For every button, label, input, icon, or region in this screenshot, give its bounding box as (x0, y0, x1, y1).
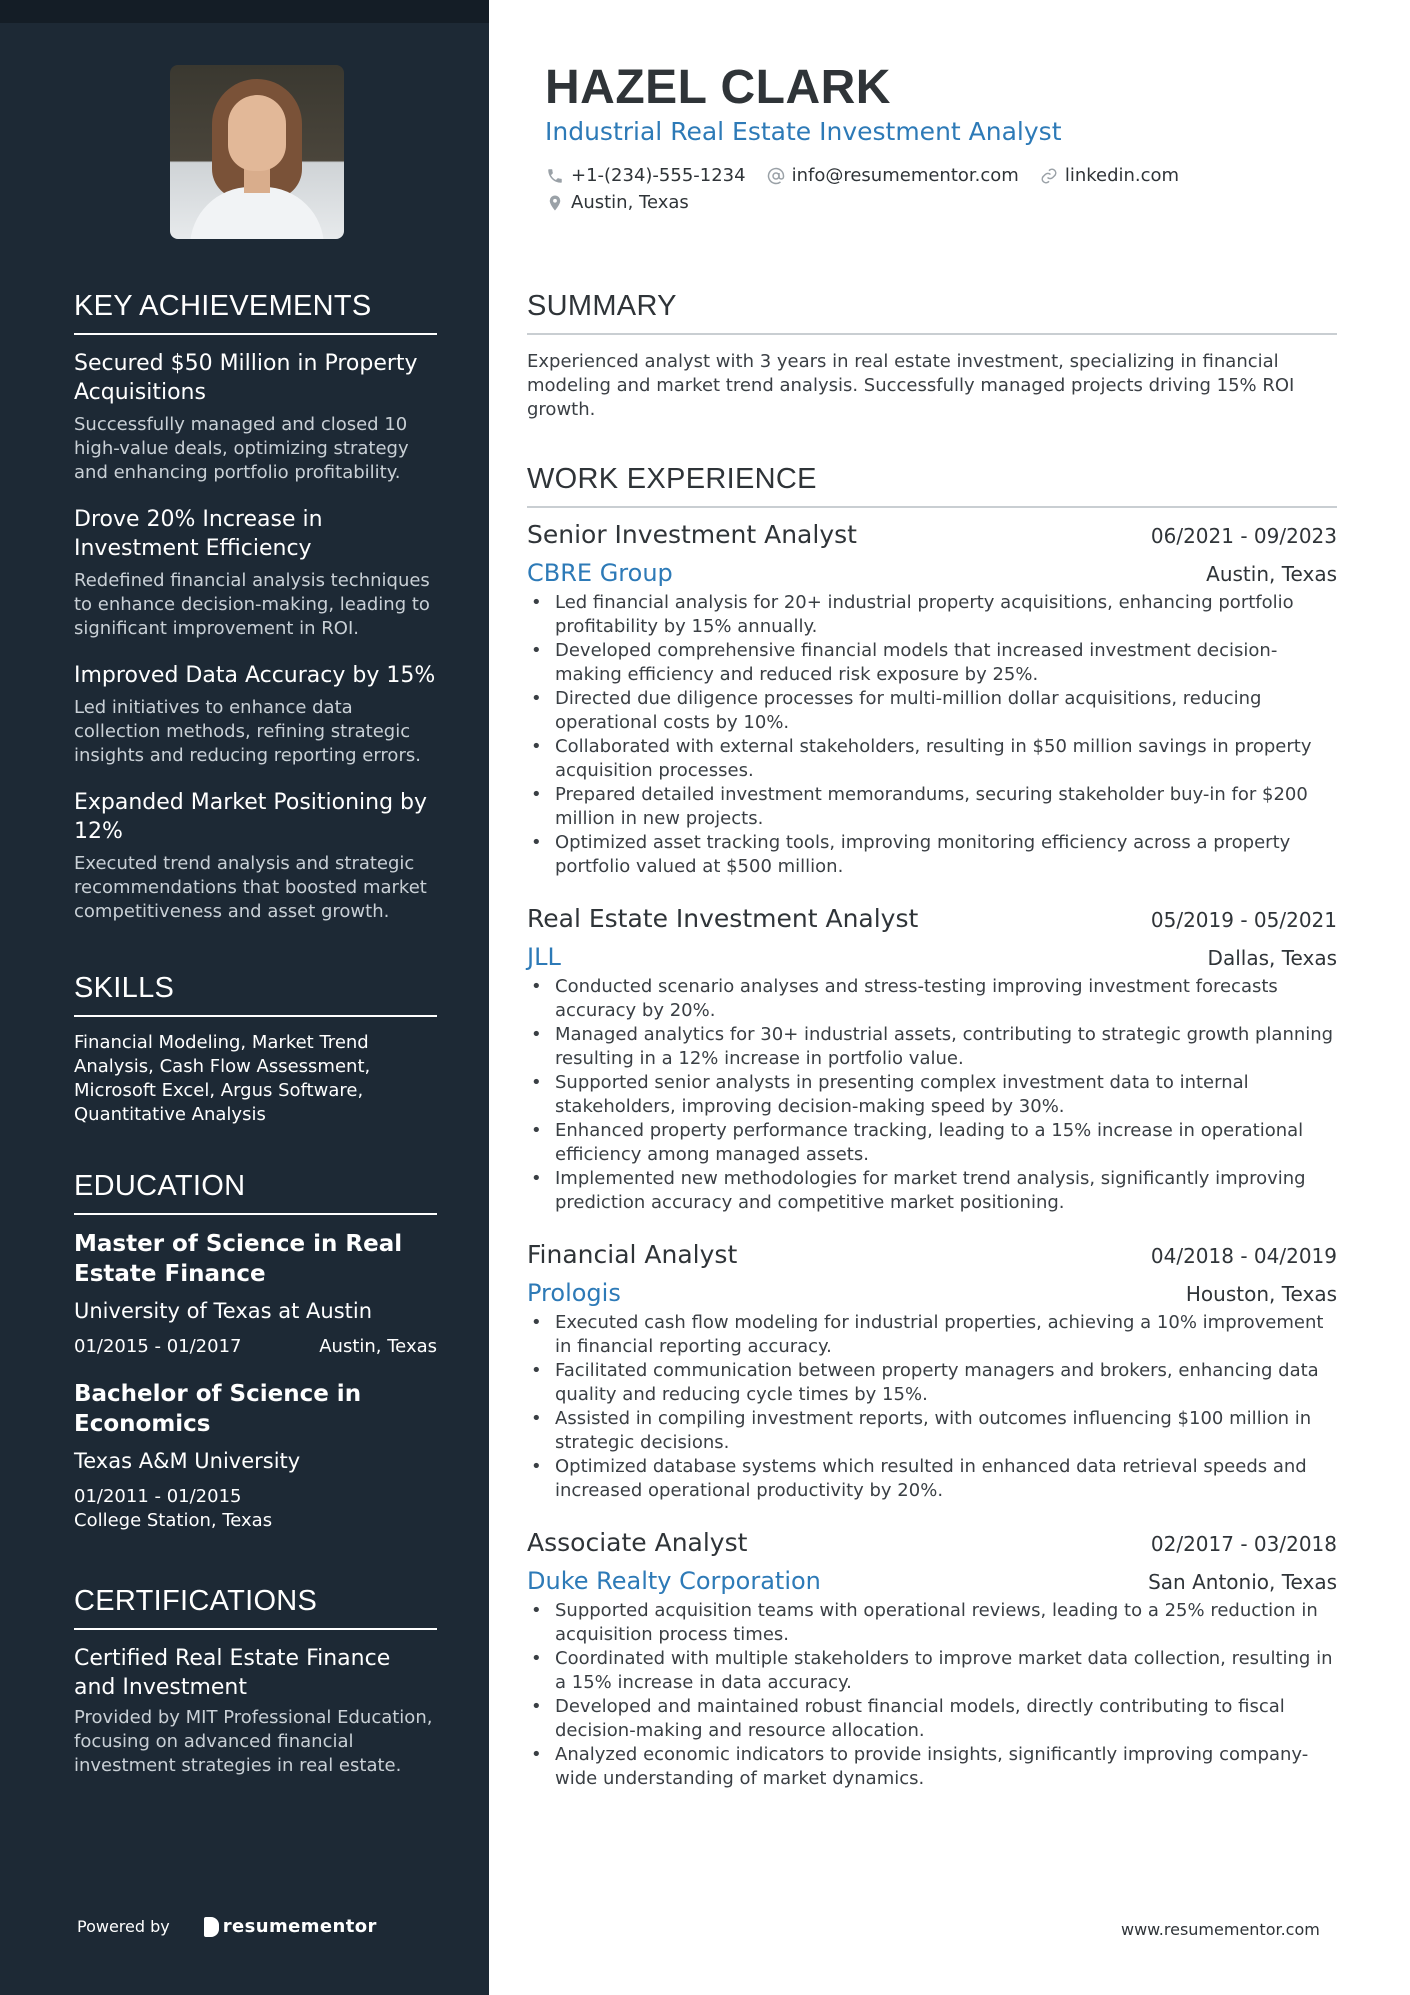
link-icon (1039, 166, 1059, 186)
job-bullet: • Led financial analysis for 20+ industrial property acquisitions, enhancing portfolio profitability by 15% annually. (527, 591, 1337, 639)
job-bullet: • Managed analytics for 30+ industrial assets, contributing to strategic growth planning resulting in a 12% increase in portfolio value. (527, 1023, 1337, 1071)
summary-text: Experienced analyst with 3 years in real estate investment, specializing in financial modeling and market trend analysis. Successfully managed projects driving 15% ROI growth. (527, 351, 1295, 420)
job-bullet: • Developed and maintained robust financial models, directly contributing to fiscal decision-making and resource allocation. (527, 1695, 1337, 1743)
achievement-title: Secured $50 Million in Property Acquisitions (74, 351, 418, 405)
contact-email[interactable] (766, 165, 1019, 186)
job-bullet: • Developed comprehensive financial models that increased investment decision-making efficiency and reduced risk exposure by 25%. (527, 639, 1337, 687)
job-location: Houston, Texas (1185, 1282, 1337, 1306)
job-location: Dallas, Texas (1207, 946, 1337, 970)
job-title: Real Estate Investment Analyst (527, 904, 919, 933)
job-entry (527, 1528, 1337, 1791)
job-entry (527, 1240, 1337, 1503)
job-bullet: • Supported acquisition teams with operational reviews, leading to a 25% reduction in acquisition process times. (527, 1599, 1337, 1647)
job-bullet: • Assisted in compiling investment reports, with outcomes influencing $100 million in strategic decisions. (527, 1407, 1337, 1455)
powered-by-label: Powered by (77, 1917, 170, 1936)
skills-heading: SKILLS (74, 972, 437, 1017)
brand-name: resumementor (222, 1916, 377, 1937)
education-section (74, 1170, 437, 1553)
skills-section (74, 972, 437, 1127)
sidebar-top-bar (0, 0, 489, 23)
contact-phone (545, 165, 746, 186)
job-bullet: • Prepared detailed investment memorandums, securing stakeholder buy-in for $200 million in new projects. (527, 783, 1337, 831)
achievement-description: Redefined financial analysis techniques to enhance decision-making, leading to significant improvement in ROI. (74, 570, 430, 639)
key-achievements-heading: KEY ACHIEVEMENTS (74, 290, 437, 335)
certifications-section (74, 1585, 437, 1778)
job-company: CBRE Group (527, 559, 673, 587)
job-location: San Antonio, Texas (1148, 1570, 1337, 1594)
job-bullet: • Optimized asset tracking tools, improving monitoring efficiency across a property portfolio valued at $500 million. (527, 831, 1337, 879)
job-title: Associate Analyst (527, 1528, 748, 1557)
achievement-title: Expanded Market Positioning by 12% (74, 790, 428, 844)
job-bullet: • Directed due diligence processes for multi-million dollar acquisitions, reducing operational costs by 10%. (527, 687, 1337, 735)
map-pin-icon (545, 193, 565, 213)
candidate-name: HAZEL CLARK (545, 61, 891, 114)
job-bullet: • Conducted scenario analyses and stress-testing improving investment forecasts accuracy by 20%. (527, 975, 1337, 1023)
job-bullet: • Facilitated communication between property managers and brokers, enhancing data quality and reducing cycle times by 15%. (527, 1359, 1337, 1407)
achievement-item (74, 788, 437, 924)
job-company: Prologis (527, 1279, 621, 1307)
achievement-item (74, 505, 437, 641)
job-dates: 02/2017 - 03/2018 (1150, 1532, 1337, 1556)
job-bullets (527, 591, 1337, 879)
certifications-heading: CERTIFICATIONS (74, 1585, 437, 1630)
job-title: Financial Analyst (527, 1240, 738, 1269)
contact-linkedin[interactable] (1039, 165, 1179, 186)
achievement-description: Executed trend analysis and strategic recommendations that boosted market competitiveness and asset growth. (74, 853, 427, 922)
education-heading: EDUCATION (74, 1170, 437, 1215)
job-bullet: • Supported senior analysts in presenting complex investment data to internal stakeholders, improving decision-making speed by 30%. (527, 1071, 1337, 1119)
education-school: Texas A&M University (74, 1449, 301, 1473)
job-company: Duke Realty Corporation (527, 1567, 821, 1595)
job-bullet: • Coordinated with multiple stakeholders to improve market data collection, resulting in a 15% increase in data accuracy. (527, 1647, 1337, 1695)
achievement-item (74, 349, 437, 485)
achievement-description: Successfully managed and closed 10 high-value deals, optimizing strategy and enhancing portfolio profitability. (74, 414, 409, 483)
job-bullets (527, 1599, 1337, 1791)
sidebar (0, 0, 489, 1995)
work-experience-heading: WORK EXPERIENCE (527, 463, 1337, 508)
job-entry (527, 904, 1337, 1215)
certification-description: Provided by MIT Professional Education, focusing on advanced financial investment strategies in real estate. (74, 1707, 433, 1776)
job-entry (527, 520, 1337, 879)
certification-title: Certified Real Estate Finance and Investment (74, 1646, 391, 1700)
job-company: JLL (527, 943, 561, 971)
achievement-title: Drove 20% Increase in Investment Efficiency (74, 507, 323, 561)
achievement-item (74, 661, 437, 768)
education-school: University of Texas at Austin (74, 1299, 373, 1323)
email-text: info@resumementor.com (791, 165, 1019, 186)
education-location: College Station, Texas (74, 1510, 273, 1531)
job-title: Senior Investment Analyst (527, 520, 857, 549)
job-dates: 05/2019 - 05/2021 (1150, 908, 1337, 932)
job-bullet: • Collaborated with external stakeholders, resulting in $50 million savings in property acquisition processes. (527, 735, 1337, 783)
contact-location (545, 192, 689, 213)
education-degree: Master of Science in Real Estate Finance (74, 1231, 403, 1287)
education-item (74, 1379, 437, 1533)
achievement-title: Improved Data Accuracy by 15% (74, 663, 436, 688)
job-dates: 04/2018 - 04/2019 (1150, 1244, 1337, 1268)
footer-url[interactable]: www.resumementor.com (1121, 1920, 1320, 1939)
skills-list: Financial Modeling, Market Trend Analysis, Cash Flow Assessment, Microsoft Excel, Argus Software, Quantitative Analysis (74, 1032, 371, 1125)
job-bullet: • Executed cash flow modeling for industrial properties, achieving a 10% improvement in financial reporting accuracy. (527, 1311, 1337, 1359)
education-item (74, 1229, 437, 1359)
job-location: Austin, Texas (1206, 562, 1337, 586)
linkedin-text: linkedin.com (1064, 165, 1180, 186)
powered-by (77, 1916, 377, 1937)
phone-text: +1-(234)-555-1234 (571, 165, 746, 186)
achievement-description: Led initiatives to enhance data collection methods, refining strategic insights and reducing reporting errors. (74, 697, 421, 766)
at-sign-icon (766, 166, 786, 186)
phone-icon (545, 166, 565, 186)
education-dates: 01/2015 - 01/2017 (74, 1336, 242, 1357)
brand-logo-icon (204, 1917, 219, 1937)
education-degree: Bachelor of Science in Economics (74, 1381, 362, 1437)
location-text: Austin, Texas (571, 192, 689, 213)
education-dates: 01/2011 - 01/2015 (74, 1486, 242, 1507)
location-row (545, 192, 709, 213)
job-bullet: • Enhanced property performance tracking, leading to a 15% increase in operational efficiency among managed assets. (527, 1119, 1337, 1167)
education-location: Austin, Texas (319, 1336, 437, 1357)
key-achievements-section (74, 290, 437, 944)
job-bullets (527, 975, 1337, 1215)
candidate-title: Industrial Real Estate Investment Analyst (545, 117, 1062, 146)
job-dates: 06/2021 - 09/2023 (1150, 524, 1337, 548)
job-bullet: • Implemented new methodologies for market trend analysis, significantly improving prediction accuracy and competitive market positioning. (527, 1167, 1337, 1215)
profile-photo (170, 65, 344, 239)
job-bullets (527, 1311, 1337, 1503)
job-bullet: • Optimized database systems which resulted in enhanced data retrieval speeds and increased operational productivity by 20%. (527, 1455, 1337, 1503)
summary-heading: SUMMARY (527, 290, 1337, 335)
contact-row (545, 165, 1199, 186)
job-bullet: • Analyzed economic indicators to provide insights, significantly improving company-wide understanding of market dynamics. (527, 1743, 1337, 1791)
